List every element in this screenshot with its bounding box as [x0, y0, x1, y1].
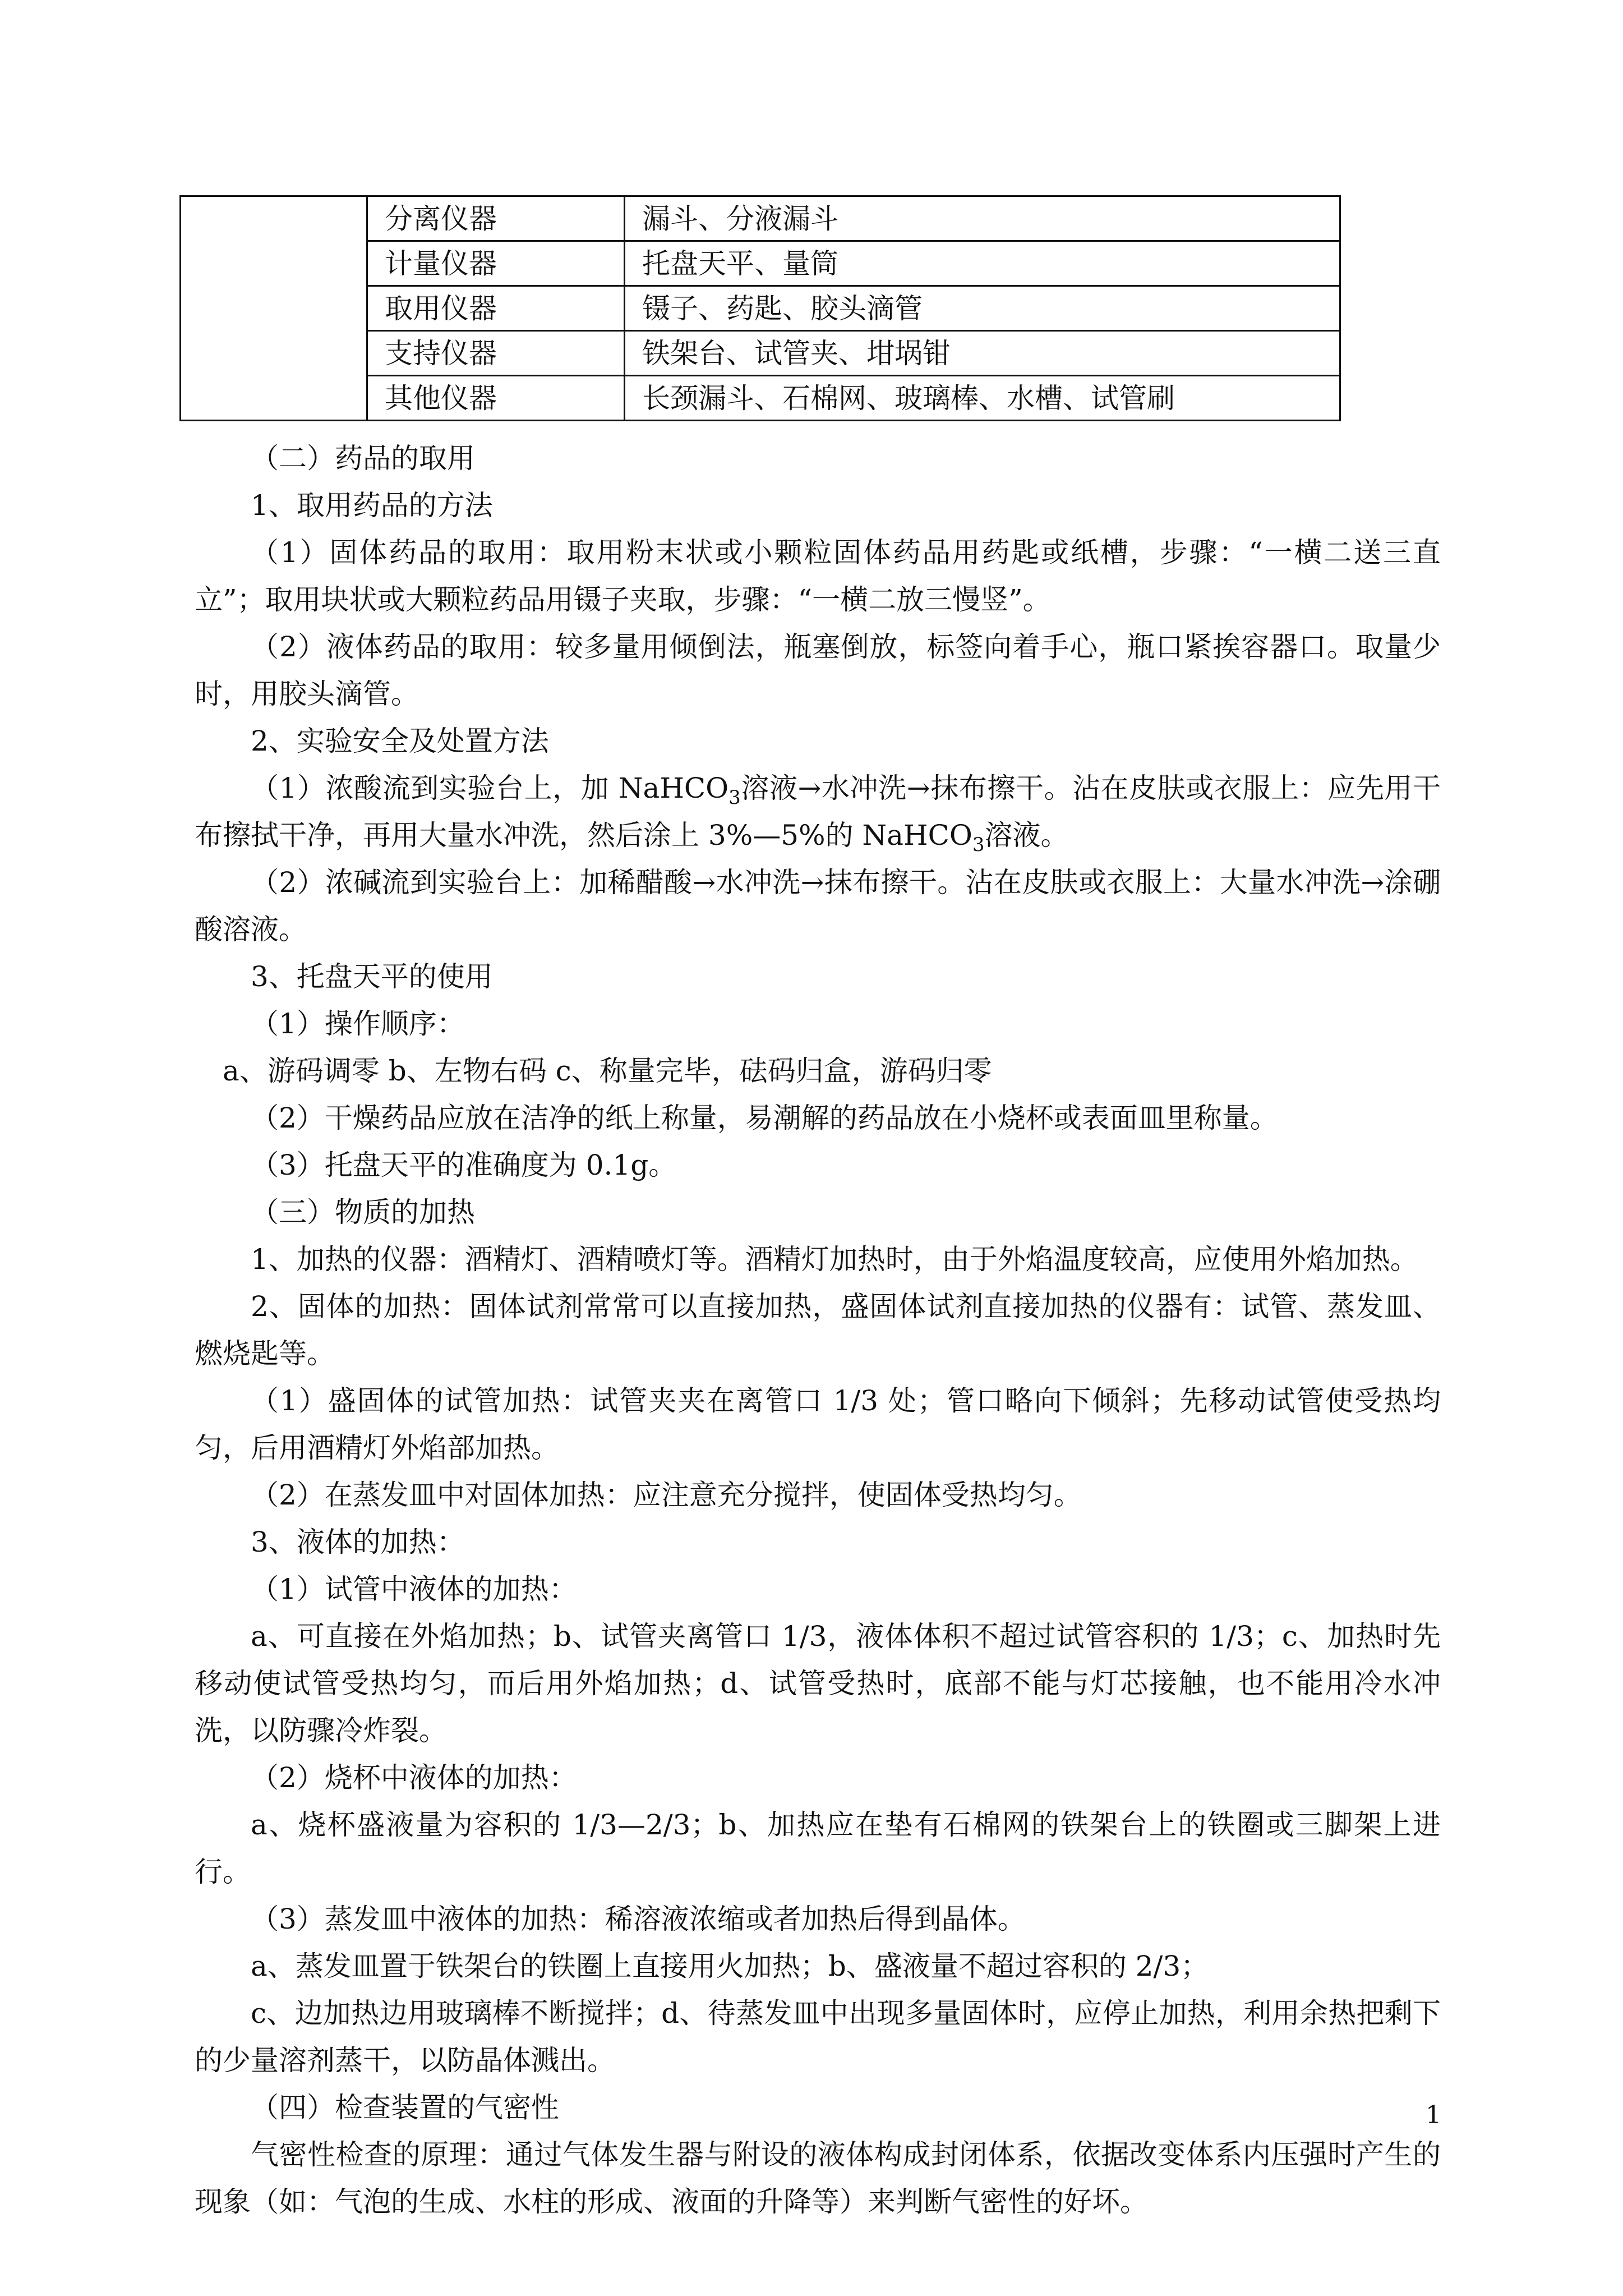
text-run: 溶液。	[984, 819, 1069, 852]
category-cell: 分离仪器	[367, 196, 625, 241]
paragraph: 1、加热的仪器：酒精灯、酒精喷灯等。酒精灯加热时，由于外焰温度较高，应使用外焰加热。	[251, 1243, 1418, 1276]
subsection-heading: 2、实验安全及处置方法	[251, 725, 549, 757]
page-number: 1	[1426, 2101, 1441, 2129]
items-cell: 漏斗、分液漏斗	[625, 196, 1340, 241]
subscript: 3	[972, 834, 985, 856]
paragraph: （1）操作顺序：	[251, 1007, 465, 1040]
section-heading: （三）物质的加热	[251, 1196, 475, 1228]
items-cell: 铁架台、试管夹、坩埚钳	[625, 331, 1340, 376]
category-cell: 计量仪器	[367, 241, 625, 286]
category-cell: 取用仪器	[367, 286, 625, 331]
paragraph: （1）试管中液体的加热：	[251, 1573, 577, 1605]
subsection-heading: 3、托盘天平的使用	[251, 960, 493, 993]
text-run: （1）浓酸流到实验台上，加 NaHCO	[251, 772, 729, 804]
merged-empty-cell	[181, 196, 367, 421]
subsection-heading: 3、液体的加热：	[251, 1526, 465, 1558]
text-run: 溶液→水冲洗→抹布擦干。沾在皮肤或衣服上：应先用干布擦拭干净，再用大量水冲洗，然后涂上 3%—5%的 NaHCO	[195, 772, 1441, 852]
items-cell: 托盘天平、量筒	[625, 241, 1340, 286]
body-text	[195, 435, 1441, 2225]
subsection-heading: 1、取用药品的方法	[251, 489, 493, 522]
table-row	[181, 196, 1340, 241]
paragraph: a、蒸发皿置于铁架台的铁圈上直接用火加热；b、盛液量不超过容积的 2/3；	[251, 1950, 1209, 1982]
paragraph: （2）浓碱流到实验台上：加稀醋酸→水冲洗→抹布擦干。沾在皮肤或衣服上：大量水冲洗→涂硼酸溶液。	[195, 866, 1441, 946]
paragraph-with-formula	[195, 765, 1441, 859]
paragraph: （2）液体药品的取用：较多量用倾倒法，瓶塞倒放，标签向着手心，瓶口紧挨容器口。取量少时，用胶头滴管。	[195, 631, 1441, 710]
section-heading: （四）检查装置的气密性	[251, 2091, 559, 2124]
paragraph: 气密性检查的原理：通过气体发生器与附设的液体构成封闭体系，依据改变体系内压强时产生的现象（如：气泡的生成、水柱的形成、液面的升降等）来判断气密性的好坏。	[195, 2138, 1441, 2218]
section-heading: （二）药品的取用	[251, 442, 475, 475]
paragraph: （3）蒸发皿中液体的加热：稀溶液浓缩或者加热后得到晶体。	[251, 1903, 1026, 1935]
paragraph: a、烧杯盛液量为容积的 1/3—2/3；b、加热应在垫有石棉网的铁架台上的铁圈或三脚架上进行。	[195, 1809, 1441, 1888]
items-cell: 镊子、药匙、胶头滴管	[625, 286, 1340, 331]
paragraph: a、可直接在外焰加热；b、试管夹离管口 1/3，液体体积不超过试管容积的 1/3；c、加热时先移动使试管受热均匀，而后用外焰加热；d、试管受热时，底部不能与灯芯接触，也不能用冷水冲洗，以防骤冷炸裂。	[195, 1620, 1441, 1747]
paragraph: （1）盛固体的试管加热：试管夹夹在离管口 1/3 处；管口略向下倾斜；先移动试管使受热均匀，后用酒精灯外焰部加热。	[195, 1384, 1441, 1464]
paragraph: （2）在蒸发皿中对固体加热：应注意充分搅拌，使固体受热均匀。	[251, 1479, 1082, 1511]
items-cell: 长颈漏斗、石棉网、玻璃棒、水槽、试管刷	[625, 376, 1340, 421]
paragraph: （2）烧杯中液体的加热：	[251, 1761, 577, 1794]
paragraph: （2）干燥药品应放在洁净的纸上称量，易潮解的药品放在小烧杯或表面皿里称量。	[251, 1102, 1278, 1134]
paragraph: （1）固体药品的取用：取用粉末状或小颗粒固体药品用药匙或纸槽，步骤：“一横二送三直立”；取用块状或大颗粒药品用镊子夹取，步骤：“一横二放三慢竖”。	[195, 536, 1441, 616]
paragraph: c、边加热边用玻璃棒不断搅拌；d、待蒸发皿中出现多量固体时，应停止加热，利用余热把剩下的少量溶剂蒸干，以防晶体溅出。	[195, 1997, 1441, 2077]
category-cell: 支持仪器	[367, 331, 625, 376]
paragraph: 2、固体的加热：固体试剂常常可以直接加热，盛固体试剂直接加热的仪器有：试管、蒸发皿、燃烧匙等。	[195, 1290, 1441, 1370]
paragraph: a、游码调零 b、左物右码 c、称量完毕，砝码归盒，游码归零	[223, 1055, 992, 1087]
category-cell: 其他仪器	[367, 376, 625, 421]
paragraph: （3）托盘天平的准确度为 0.1g。	[251, 1149, 677, 1181]
subscript: 3	[728, 786, 741, 809]
instrument-table	[179, 195, 1341, 421]
